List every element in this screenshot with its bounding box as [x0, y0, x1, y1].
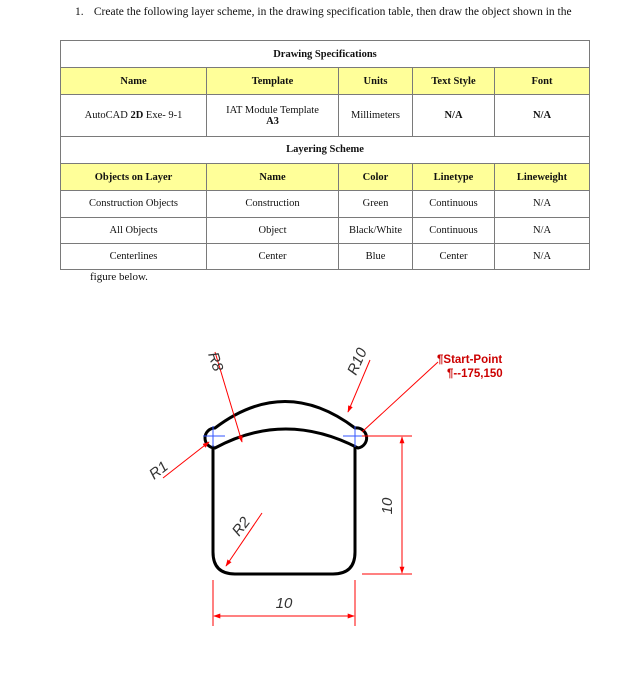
question-number: 1.: [75, 6, 84, 18]
leader-start-point: [362, 362, 438, 432]
layer-table-title: Layering Scheme: [61, 136, 590, 163]
drawing-name-suffix: Exe- 9-1: [143, 110, 183, 122]
dim-label-r8: R8: [204, 349, 227, 374]
body-outline: [213, 447, 355, 574]
header-objects-on-layer: Objects on Layer: [61, 164, 207, 191]
spec-table: [60, 40, 590, 270]
table-row: [61, 217, 590, 243]
dim-label-r2: R2: [228, 513, 254, 540]
header-font: Font: [495, 68, 590, 95]
cad-drawing: [0, 290, 634, 690]
layer-color: Black/White: [339, 217, 413, 243]
spec-table-title: Drawing Specifications: [61, 41, 590, 68]
header-linetype: Linetype: [413, 164, 495, 191]
layer-color: Green: [339, 191, 413, 217]
header-layer-name: Name: [207, 164, 339, 191]
header-units: Units: [339, 68, 413, 95]
dim-label-height: 10: [379, 497, 396, 515]
table-row: [61, 243, 590, 269]
start-point-coords: [447, 368, 503, 380]
question-text: [75, 6, 572, 18]
cell-template: [207, 95, 339, 136]
header-lineweight: Lineweight: [495, 164, 590, 191]
dim-label-width: 10: [275, 595, 293, 612]
layer-linetype: Center: [413, 243, 495, 269]
template-line2: A3: [266, 115, 279, 127]
table-row: [61, 191, 590, 217]
layer-linetype: Continuous: [413, 191, 495, 217]
start-point-coords-text: --175,150: [453, 368, 503, 380]
drawing-name-prefix: AutoCAD: [84, 110, 131, 122]
pilcrow-icon: ¶: [447, 368, 454, 380]
dim-label-r10: R10: [344, 345, 371, 378]
layer-linetype: Continuous: [413, 217, 495, 243]
layer-lineweight: N/A: [495, 217, 590, 243]
top-cap-arc: [205, 402, 367, 449]
layer-lineweight: N/A: [495, 191, 590, 217]
cell-font: N/A: [495, 95, 590, 136]
question-body: Create the following layer scheme, in the drawing specification table, then draw the object shown in the: [93, 6, 572, 18]
cell-units: Millimeters: [339, 95, 413, 136]
layer-lineweight: N/A: [495, 243, 590, 269]
object-outline: [205, 402, 367, 575]
layer-color: Blue: [339, 243, 413, 269]
dim-label-r1: R1: [145, 457, 172, 484]
dimension-lines: [163, 349, 438, 626]
drawing-name-bold: 2D: [130, 110, 144, 122]
header-name: Name: [61, 68, 207, 95]
template-line1: IAT Module Template: [226, 104, 319, 116]
start-point-title-text: Start-Point: [443, 354, 503, 366]
layer-name: Construction: [207, 191, 339, 217]
layer-objects: Construction Objects: [61, 191, 207, 217]
start-point-title: [437, 354, 502, 366]
header-color: Color: [339, 164, 413, 191]
layer-objects: Centerlines: [61, 243, 207, 269]
layer-objects: All Objects: [61, 217, 207, 243]
layer-name: Center: [207, 243, 339, 269]
cell-drawing-name: [61, 95, 207, 136]
header-text-style: Text Style: [413, 68, 495, 95]
layer-name: Object: [207, 217, 339, 243]
pilcrow-icon: ¶: [437, 354, 444, 366]
cell-text-style: N/A: [413, 95, 495, 136]
header-template: Template: [207, 68, 339, 95]
question-continuation: figure below.: [90, 271, 148, 283]
